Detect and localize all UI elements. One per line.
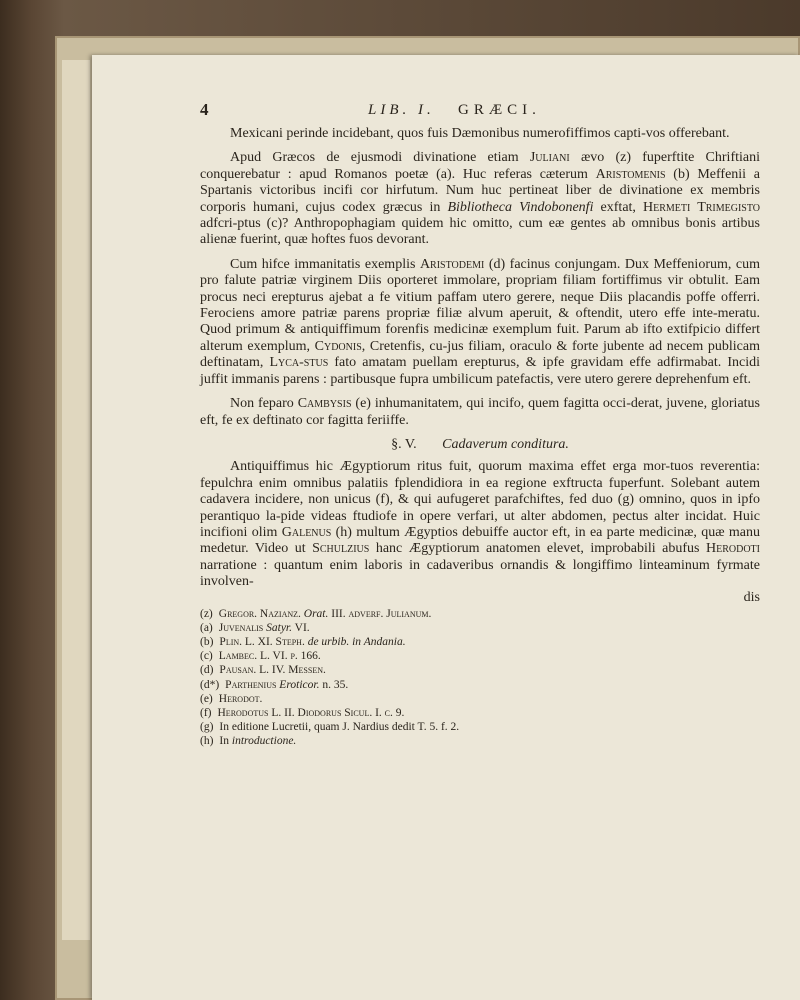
paragraph-2: Cum hifce immanitatis exemplis Aristodemi (d) facinus conjungam. Dux Meffeniorum, cum pro falute patriæ virginem Diis oporteret immolare, propriam filiam fortiffimus vir obtulit. Eam procus neci erepturus ajebat a fe vitium paffam utero gerere, neque Diis placandis poffe offerri. Ferociens amore patriæ parens propriæ filiæ alvum aperuit, & oftendit, utero effe inte-meratu. Quod primum & antiquiffimum forenfis medicinæ exemplum fuit. Parum ab ifto extifpicio differt alterum exemplum, Cydonis, Cretenfis, cu-jus filiam, oraculo & forte jubente ad necem publicam deftinatam, Lyca-stus fato amatam puellam erepturus, & ipfe gravidam effe adfirmabat. Incidi juffit immanis parens : partibusque fupra umbilicum patefactis, vere utero gerere deprehenfum eft. — [200, 256, 760, 387]
footnote: (b) Plin. L. XI. Steph. de urbib. in Andania. — [200, 635, 406, 648]
footnote: (a) Juvenalis Satyr. VI. — [200, 621, 310, 634]
paragraph-0: Mexicani perinde incidebant, quos fuis Dæmonibus numerofiffimos capti-vos offerebant. — [230, 126, 730, 141]
footnotes — [200, 607, 760, 749]
paragraph-1: Apud Græcos de ejusmodi divinatione etiam Juliani ævo (z) fuperftite Chriftiani conquerebatur : apud Romanos poetæ (a). Huc referas cæterum Aristomenis (b) Meffenii a Spartanis victoribus incifi cor hirfutum. Num huc pertineat liber de divinatione ex membris corporis humani, cujus codex græcus in Bibliotheca Vindobonenfi exftat, Hermeti Trimegisto adfcri-ptus (c)? Anthropophagiam quidem hic omitto, cum eæ gentes ab omnibus bonis artibus alienæ fuerint, quæ hoftes fuos devorant. — [200, 150, 761, 248]
body-text — [200, 126, 760, 605]
footnote: (h) In introductione. — [200, 735, 297, 748]
running-head-title: GRÆCI. — [458, 102, 541, 118]
footnote: (e) Herodot. — [200, 692, 263, 705]
footnote: (f) Herodotus L. II. Diodorus Sicul. I. c. 9. — [200, 706, 405, 719]
section-heading — [200, 437, 760, 453]
footnote: (d) Pausan. L. IV. Messen. — [200, 664, 326, 677]
footnote: (z) Gregor. Nazianz. Orat. III. adverf. Julianum. — [200, 607, 432, 620]
section-title: Cadaverum conditura. — [442, 436, 569, 452]
running-head-prefix: LIB. I. — [368, 102, 435, 118]
footnote: (d*) Parthenius Eroticor. n. 35. — [200, 678, 349, 691]
page-text — [200, 100, 760, 749]
running-header — [200, 100, 760, 126]
page-edge — [62, 60, 90, 940]
paragraph-3: Non feparo Cambysis (e) inhumanitatem, qui incifo, quem fagitta occi-derat, juvene, gloriatus eft, fe ex deftinato cor fagitta feriiffe. — [200, 396, 760, 428]
paragraph-4: Antiquiffimus hic Ægyptiorum ritus fuit, quorum maxima effet erga mor-tuos reverentia: fepulchra enim omnibus palatiis fplendidiora in ea regione exftructa fuperfunt. Solebant autem cadavera incidere, non unicus (f), & qui aufugeret parafchiftes, fed duo (g) omnino, quos in ipfo perantiquo la-pide videas ftudiofe in opere verfari, ut alter abdomen, pectus alter incidat. Huic incifioni olim Galenus (h) multum Ægyptios debuiffe auctor eft, in ea parte medicinæ, quæ manu medetur. Video ut Schulzius hanc Ægyptiorum anatomen elevet, improbabili abufus Herodoti narratione : quantum enim laboris in cadaveribus ornandis & longiffimo linteaminum fyrmate involven- — [200, 459, 760, 590]
catchword: dis — [743, 589, 760, 605]
footnote: (g) In editione Lucretii, quam J. Nardius dedit T. 5. f. 2. — [200, 721, 460, 734]
page-number: 4 — [200, 100, 209, 119]
section-number: §. V. — [391, 436, 417, 452]
footnote: (c) Lambec. L. VI. p. 166. — [200, 650, 321, 663]
running-head — [368, 102, 541, 119]
